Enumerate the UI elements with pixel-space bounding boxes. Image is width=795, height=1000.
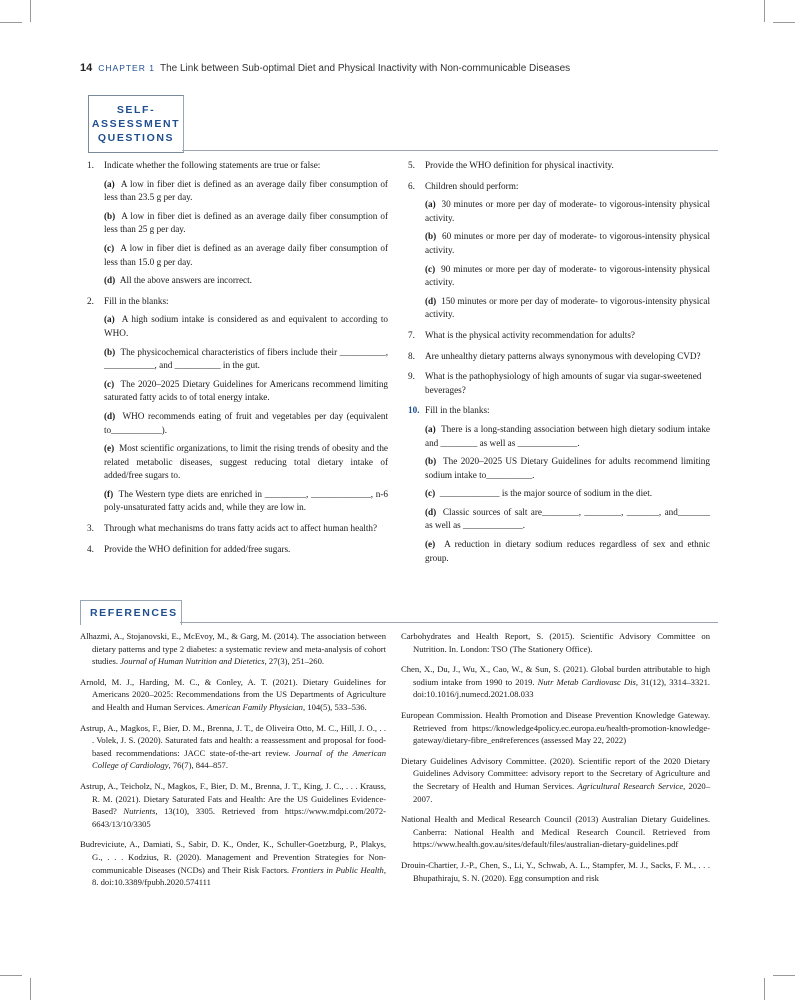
reference-source: Journal of the American College of Cardiology — [92, 747, 386, 771]
crop-mark — [773, 22, 795, 23]
option-text: Classic sources of salt are________, ________, _______, and_______ as well as _____________. — [425, 506, 710, 531]
self-assessment-title-line: SELF- — [116, 104, 156, 116]
reference-source: American Family Physician — [207, 701, 303, 712]
reference-details: , 13(10), 3305. Retrieved from https://www.mdpi.com/2072-6643/13/10/3305 — [92, 806, 387, 829]
option-text: A high sodium intake is considered as and equivalent to according to WHO. — [104, 314, 388, 338]
question-item — [408, 350, 710, 364]
question-body — [425, 180, 710, 322]
reference-text: Drouin-Chartier, J.-P., Chen, S., Li, Y., Schwab, A. L., Stampfer, M. J., Sacks, F. M., . . . Bhupathiraju, S. N. (2020). Egg consumption and risk — [401, 859, 710, 883]
question-body — [425, 350, 710, 364]
references-heading — [80, 600, 182, 625]
question-number: 6. — [408, 180, 415, 191]
question-option — [425, 538, 710, 565]
question-option — [425, 230, 710, 257]
question-option — [104, 274, 388, 288]
option-text: All the above answers are incorrect. — [119, 275, 252, 286]
option-text: The 2020–2025 Dietary Guidelines for Americans recommend limiting saturated fatty acids to of total energy intake. — [104, 378, 389, 403]
question-item — [408, 180, 710, 322]
question-item — [408, 329, 710, 343]
reference-text: Carbohydrates and Health Report, S. (2015). Scientific Advisory Committee on Nutrition. In. London: TSO (The Stationery Office). — [401, 631, 710, 654]
reference-entry — [401, 709, 710, 747]
question-item — [87, 295, 388, 515]
page-number: 14 — [80, 62, 93, 74]
option-text: A reduction in dietary sodium reduces regardless of sex and ethnic group. — [425, 539, 710, 563]
question-item — [87, 159, 388, 288]
option-label: (e) — [104, 443, 115, 454]
reference-entry — [401, 755, 710, 805]
question-option — [104, 442, 388, 483]
question-option — [104, 242, 388, 269]
option-text: Most scientific organizations, to limit the rising trends of obesity and the related metabolic diseases, suggest reducing total dietary intake of added/free sugars to. — [104, 443, 389, 481]
reference-entry — [80, 722, 386, 772]
question-option — [425, 295, 710, 322]
option-text: 30 minutes or more per day of moderate- to vigorous-intensity physical activity. — [425, 199, 710, 223]
crop-mark — [0, 22, 22, 23]
crop-mark — [764, 0, 765, 22]
question-option — [425, 198, 710, 225]
option-label: (b) — [104, 210, 116, 221]
reference-entry — [80, 676, 386, 714]
reference-source: Agricultural Research Service — [577, 780, 684, 791]
reference-text: Astrup, A., Magkos, F., Bier, D. M., Brenna, J. T., de Oliveira Otto, M. C., Hill, J. O., . . . Volek, J. S. (2020). Saturated fats and health: a reassessment and proposal for food-based recommendations: JACC state-of-the-art review. — [80, 722, 386, 758]
question-option — [425, 455, 710, 482]
reference-text: Dietary Guidelines Advisory Committee. (2020). Scientific report of the 2020 Dietary Guidelines Advisory Committee: advisory report to the Secretary of Agriculture and the Secretary of Health and Human Services. — [401, 755, 710, 791]
question-text: What is the physical activity recommendation for adults? — [425, 329, 635, 340]
question-text: Indicate whether the following statements are true or false: — [104, 160, 321, 170]
question-text: Fill in the blanks: — [104, 295, 169, 306]
section-divider — [180, 622, 718, 623]
option-label: (b) — [425, 456, 437, 467]
option-text: A low in fiber diet is defined as an average daily fiber consumption of less than 25 g per day. — [104, 210, 388, 235]
self-assessment-title-line: QUESTIONS — [97, 132, 175, 144]
question-body — [425, 159, 710, 173]
option-label: (a) — [104, 178, 115, 189]
reference-details: , 76(7), 844–857. — [168, 760, 228, 771]
reference-details: , 27(3), 251–260. — [264, 656, 325, 667]
option-label: (a) — [425, 423, 436, 434]
question-item — [87, 522, 388, 536]
reference-text: Chen, X., Du, J., Wu, X., Cao, W., & Sun, S. (2021). Global burden attributable to high sodium intake from 1990 to 2019. — [401, 664, 710, 687]
self-assessment-title-line: ASSESSMENT — [91, 118, 181, 130]
option-text: A low in fiber diet is defined as an average daily fiber consumption of less than 15.0 g per day. — [104, 242, 389, 267]
crop-mark — [773, 975, 795, 976]
reference-source: Nutrients — [123, 806, 156, 817]
question-text: Provide the WHO definition for added/free sugars. — [104, 543, 291, 554]
reference-text: Budreviciute, A., Damiati, S., Sabir, D. K., Onder, K., Schuller-Goetzburg, P., Plakys, G., . . . Kodzius, R. (2020). Management and Prevention Strategies for Non-communicable Diseases (NCDs) and Their Risk Factors. — [80, 839, 386, 875]
question-number: 7. — [408, 329, 415, 340]
option-label: (d) — [104, 410, 116, 421]
option-label: (c) — [104, 242, 115, 253]
question-text: Provide the WHO definition for physical inactivity. — [425, 160, 614, 170]
question-option — [425, 423, 710, 450]
reference-details: , 31(12), 3314–3321. doi:10.1016/j.numecd.2021.08.033 — [413, 676, 711, 700]
reference-entry — [80, 838, 386, 888]
option-label: (d) — [104, 275, 116, 286]
question-number: 10. — [408, 405, 420, 416]
question-body — [104, 295, 388, 515]
question-number: 8. — [408, 350, 415, 361]
option-label: (a) — [104, 314, 115, 325]
option-label: (a) — [425, 199, 436, 210]
question-body — [104, 543, 388, 557]
option-text: The Western type diets are enriched in _________, _____________, n-6 poly-unsaturated fatty acids and, while they are low in. — [104, 488, 389, 513]
question-number: 4. — [87, 543, 94, 554]
question-option — [104, 178, 388, 205]
option-text: The physicochemical characteristics of fibers include their __________, ___________, and __________ in the gut. — [104, 346, 389, 371]
reference-text: National Health and Medical Research Council (2013) Australian Dietary Guidelines. Canberra: National Health and Medical Research Council. Retrieved from https://www.health.gov.au/sites/default/files/australian-dietary-guidelines.pdf — [401, 814, 710, 850]
crop-mark — [30, 978, 31, 1000]
references-column-left — [80, 630, 386, 897]
reference-text: European Commission. Health Promotion and Disease Prevention Knowledge Gateway. Retrieved from https://knowledge4policy.ec.europa.eu/health-promotion-knowledge-gateway/dietary-fibre_en#references (assessed May 22, 2022) — [401, 709, 710, 746]
option-label: (d) — [425, 295, 437, 306]
question-item — [408, 370, 710, 397]
option-label: (f) — [104, 488, 114, 499]
option-label: (d) — [425, 506, 437, 517]
question-body — [104, 522, 388, 536]
question-text: Fill in the blanks: — [425, 405, 490, 416]
question-option — [425, 506, 710, 533]
question-item — [87, 543, 388, 557]
question-text: Through what mechanisms do trans fatty acids act to affect human health? — [104, 523, 378, 534]
option-text: 60 minutes or more per day of moderate- to vigorous-intensity physical activity. — [425, 231, 711, 255]
reference-details: , 104(5), 533–536. — [302, 701, 367, 712]
option-label: (c) — [425, 488, 436, 499]
references-column-right — [401, 630, 710, 892]
question-text: What is the pathophysiology of high amounts of sugar via sugar-sweetened beverages? — [425, 371, 702, 395]
question-number: 3. — [87, 523, 94, 534]
reference-source: Nutr Metab Cardiovasc Dis — [537, 676, 636, 687]
question-option — [425, 263, 710, 290]
question-option — [104, 378, 388, 405]
reference-details: , 8. doi:10.3389/fpubh.2020.574111 — [92, 864, 386, 888]
references-title: REFERENCES — [90, 607, 178, 619]
option-text: The 2020–2025 US Dietary Guidelines for adults recommend limiting sodium intake to__________. — [425, 456, 710, 480]
option-text: _____________ is the major source of sodium in the diet. — [439, 488, 653, 499]
question-body — [425, 370, 710, 397]
reference-text: Astrup, A., Teicholz, N., Magkos, F., Bier, D. M., Brenna, J. T., King, J. C., . . . Krauss, R. M. (2021). Dietary Saturated Fats and Health: Are the US Guidelines Evidence-Based? — [80, 780, 386, 817]
question-text: Are unhealthy dietary patterns always synonymous with developing CVD? — [425, 350, 701, 361]
question-item — [408, 404, 710, 565]
option-text: 150 minutes or more per day of moderate- to vigorous-intensity physical activity. — [425, 295, 711, 320]
self-assessment-heading — [88, 95, 184, 153]
chapter-title: The Link between Sub-optimal Diet and Physical Inactivity with Non-communicable Diseases — [159, 63, 571, 74]
question-option — [104, 410, 388, 437]
question-body — [425, 404, 710, 565]
question-option — [104, 210, 388, 237]
questions-column-left — [87, 159, 388, 563]
reference-text: Arnold, M. J., Harding, M. C., & Conley, A. T. (2021). Dietary Guidelines for Americans 2020–2025: Recommendations from the US Departments of Agriculture and Health and Human Services. — [80, 676, 386, 712]
chapter-label: CHAPTER 1 — [98, 63, 155, 73]
section-divider — [182, 150, 718, 151]
option-text: A low in fiber diet is defined as an average daily fiber consumption of less than 23.5 g per day. — [104, 178, 388, 203]
question-number: 9. — [408, 371, 415, 382]
question-option — [104, 313, 388, 340]
reference-entry — [401, 859, 710, 884]
reference-details: , 2020–2007. — [413, 780, 710, 804]
reference-source: Journal of Human Nutrition and Dietetics — [120, 656, 265, 667]
option-text: WHO recommends eating of fruit and vegetables per day (equivalent to___________). — [104, 410, 388, 435]
question-item — [408, 159, 710, 173]
reference-entry — [401, 813, 710, 851]
crop-mark — [764, 978, 765, 1000]
option-label: (b) — [104, 346, 116, 357]
question-option — [104, 488, 388, 515]
reference-entry — [401, 663, 710, 701]
question-option — [104, 346, 388, 373]
option-label: (b) — [425, 231, 437, 242]
reference-entry — [80, 780, 386, 830]
option-label: (e) — [425, 539, 436, 550]
option-label: (c) — [425, 263, 436, 274]
crop-mark — [30, 0, 31, 22]
question-text: Children should perform: — [425, 180, 519, 191]
option-label: (c) — [104, 378, 115, 389]
questions-column-right — [408, 159, 710, 572]
reference-source: Frontiers in Public Health — [291, 864, 384, 875]
option-text: There is a long-standing association between high dietary sodium intake and ________ as well as _____________. — [425, 423, 711, 448]
reference-entry — [80, 630, 386, 668]
option-text: 90 minutes or more per day of moderate- to vigorous-intensity physical activity. — [425, 263, 711, 288]
reference-text: Alhazmi, A., Stojanovski, E., McEvoy, M., & Garg, M. (2014). The association between dietary patterns and type 2 diabetes: a systematic review and meta-analysis of cohort studies. — [80, 631, 386, 667]
running-header — [80, 62, 720, 74]
crop-mark — [0, 975, 22, 976]
question-body — [425, 329, 710, 343]
reference-entry — [401, 630, 710, 655]
question-body — [104, 159, 388, 288]
question-number: 2. — [87, 295, 94, 306]
question-number: 5. — [408, 160, 415, 170]
question-number: 1. — [87, 160, 94, 170]
question-option — [425, 487, 710, 501]
